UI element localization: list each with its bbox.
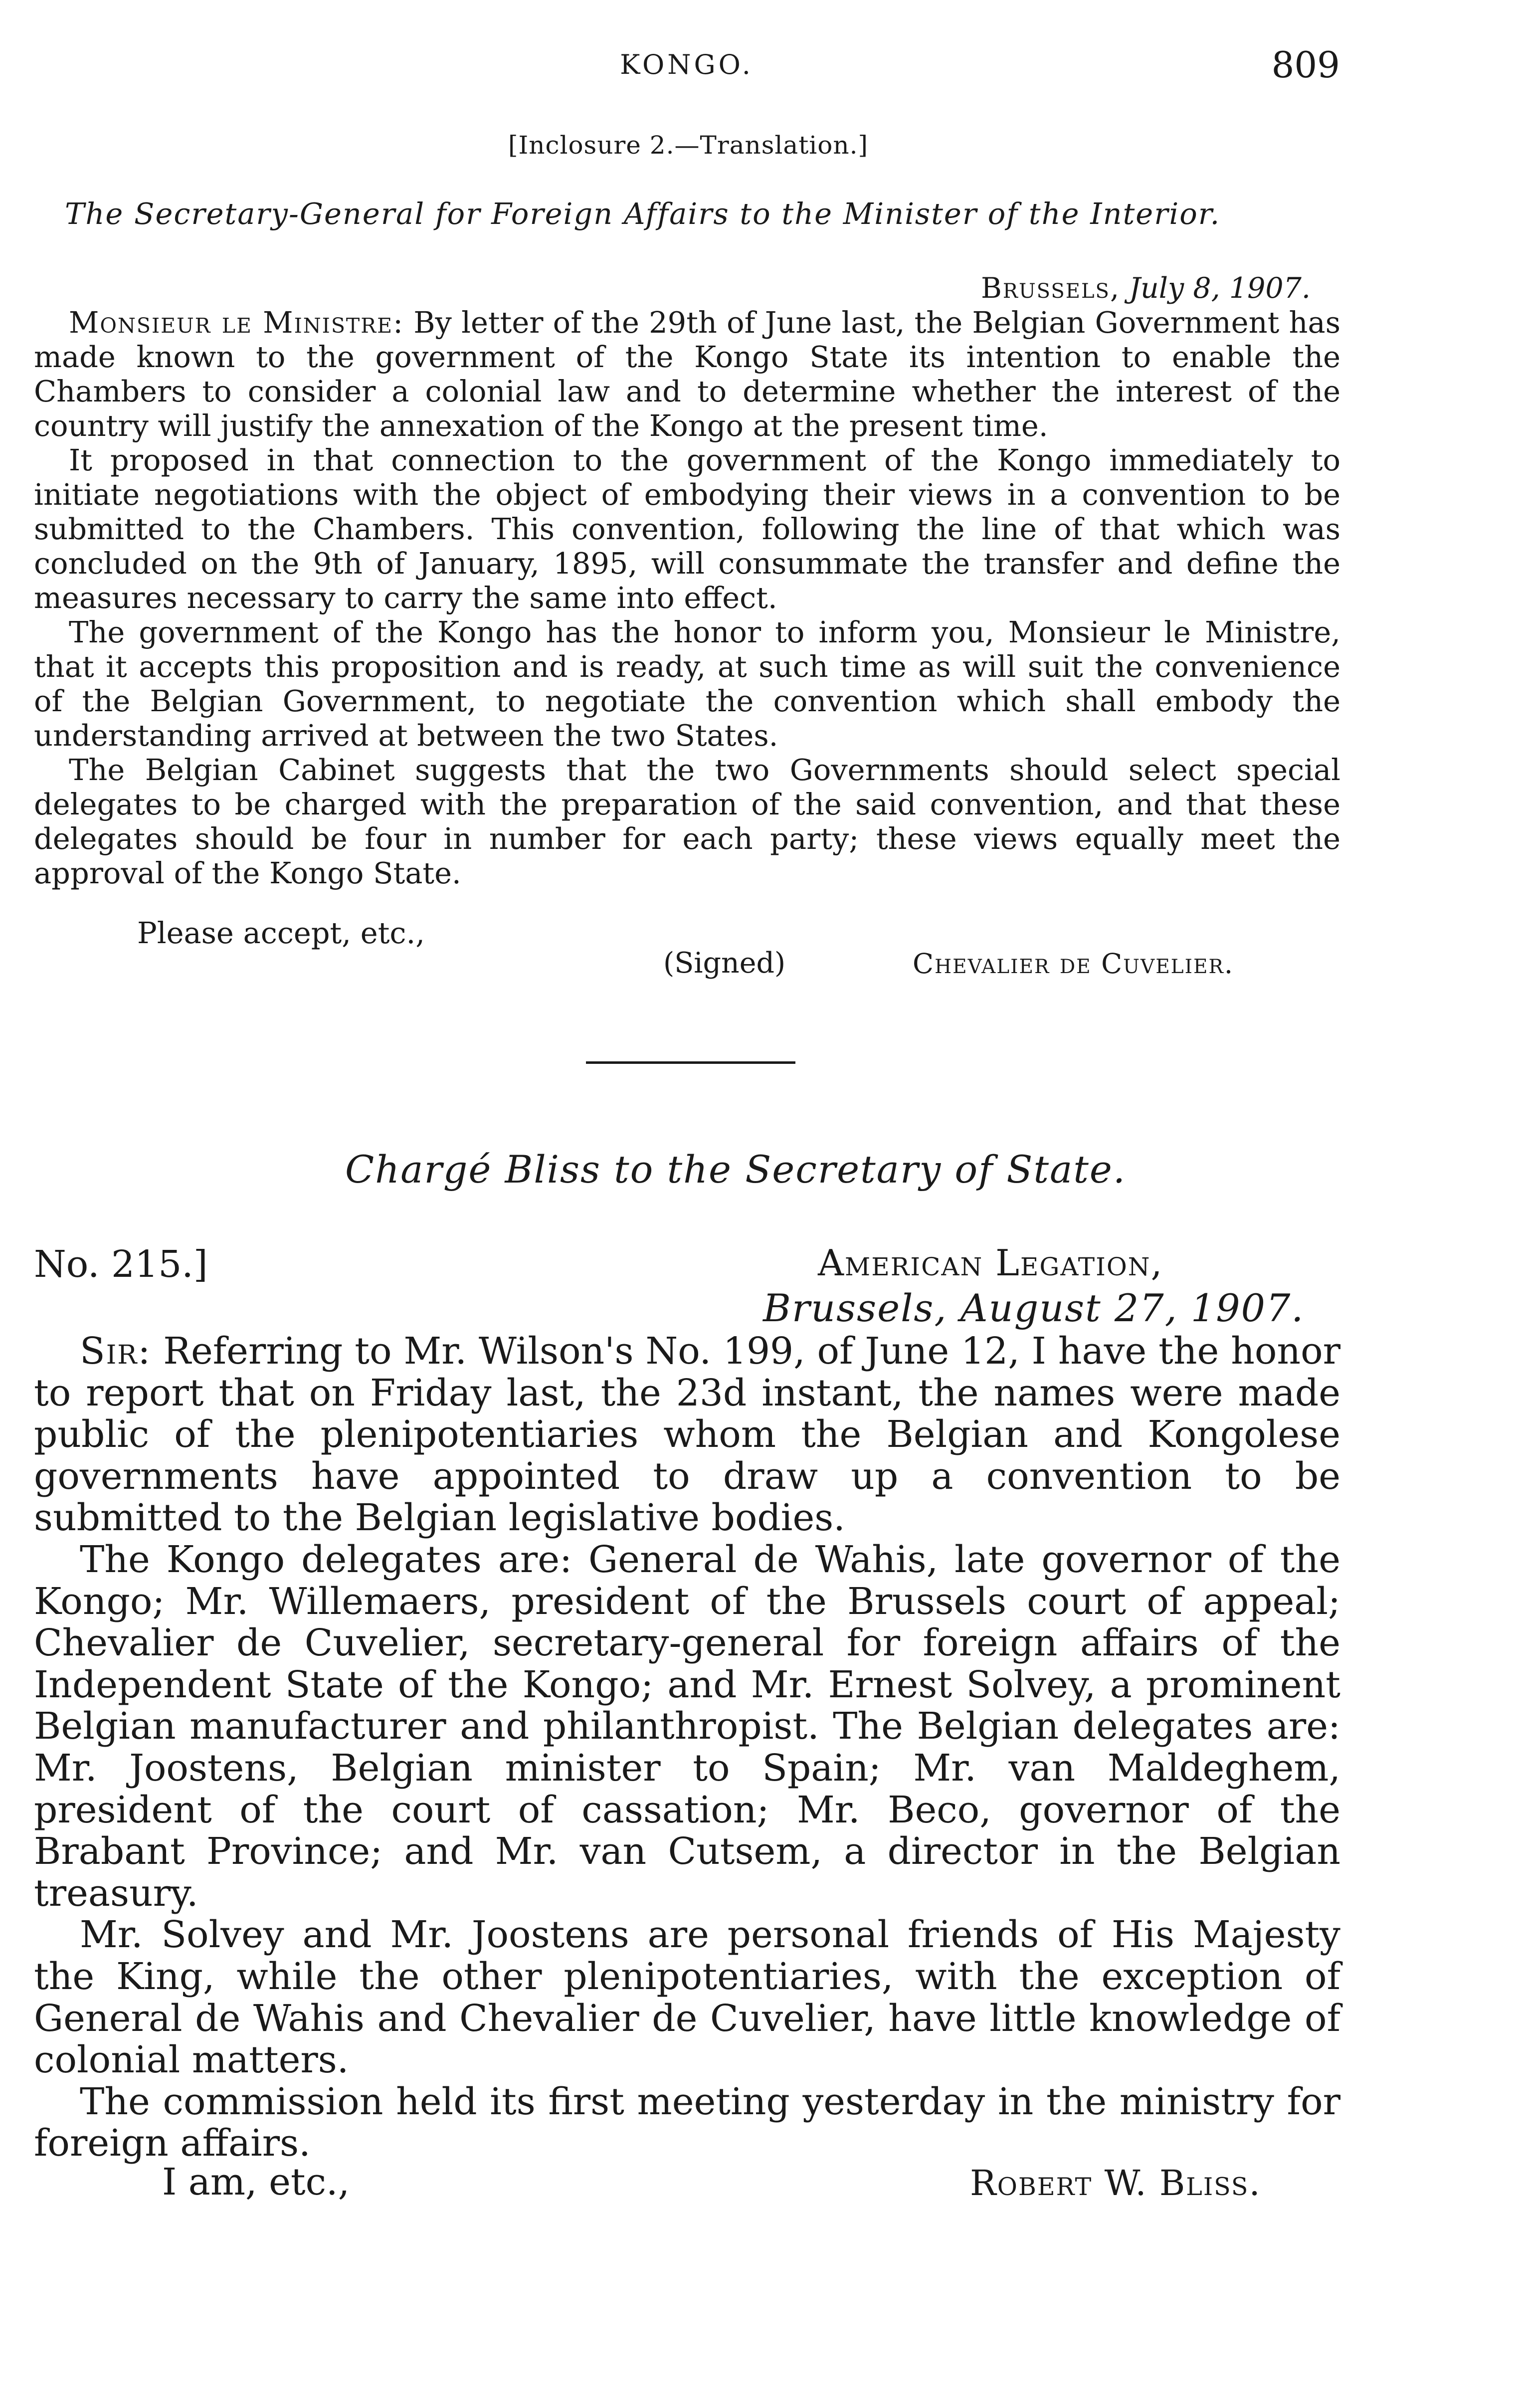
paragraph-text: By letter of the 29th of June last, the Belgian Government has made known to the government of the Kongo State its intention to enable the Chambers to consider a colonial law and to determine whether the interest of the country will justify the annexation of the Kongo at the present time. [34, 305, 1340, 443]
running-title: KONGO. [620, 49, 754, 80]
page-number: 809 [1271, 44, 1340, 86]
document-1-signature: Chevalier de Cuvelier. [913, 948, 1234, 980]
paragraph: The Kongo delegates are: General de Wahis, late governor of the Kongo; Mr. Willemaers, president of the Brussels court of appeal; Chevalier de Cuvelier, secretary-general for foreign affairs of the Independent State of the Kongo; and Mr. Ernest Solvey, a prominent Belgian manufacturer and philanthropist. The Belgian delegates are: Mr. Joostens, Belgian minister to Spain; Mr. van Maldeghem, president of the court of cassation; Mr. Beco, governor of the Brabant Province; and Mr. van Cutsem, a director in the Belgian treasury. [34, 1538, 1340, 1915]
document-2-body [34, 1331, 1340, 2165]
signed-label: (Signed) [663, 947, 786, 980]
document-1-closing: Please accept, etc., [137, 916, 425, 950]
salutation: Monsieur le Ministre: [69, 305, 404, 340]
document-1-heading: The Secretary-General for Foreign Affairs to the Minister of the Interior. [65, 197, 1221, 231]
inclosure-label: [Inclosure 2.—Translation.] [508, 131, 869, 160]
running-head [33, 44, 1340, 89]
dateline-date: July 8, 1907. [1129, 272, 1311, 305]
document-2-closing: I am, etc., [162, 2161, 350, 2204]
paragraph: The Belgian Cabinet suggests that the two Governments should select special delegates to be charged with the preparation of the said convention, and that these delegates should be four in number for each party; these views equally meet the approval of the Kongo State. [34, 753, 1340, 890]
paragraph [34, 305, 1340, 443]
paragraph: It proposed in that connection to the government of the Kongo immediately to initiate negotiations with the object of embodying their views in a convention to be submitted to the Chambers. This convention, following the line of that which was concluded on the 9th of January, 1895, will consummate the transfer and define the measures necessary to carry the same into effect. [34, 443, 1340, 615]
paragraph: The commission held its first meeting yesterday in the ministry for foreign affairs. [34, 2080, 1340, 2165]
legation-label: American Legation, [818, 1242, 1163, 1284]
document-2-signature: Robert W. Bliss. [970, 2163, 1261, 2204]
document-2-dateline: Brussels, August 27, 1907. [763, 1286, 1305, 1330]
document-1-body [34, 305, 1340, 890]
salutation: Sir: [80, 1330, 152, 1373]
paragraph [34, 1331, 1340, 1539]
document-number: No. 215.] [34, 1243, 208, 1286]
document-1-dateline [981, 272, 1311, 305]
paragraph: The government of the Kongo has the honor to inform you, Monsieur le Ministre, that it accepts this proposition and is ready, at such time as will suit the convenience of the Belgian Government, to negotiate the convention which shall embody the understanding arrived at between the two States. [34, 615, 1340, 753]
document-2-heading: Chargé Bliss to the Secretary of State. [345, 1147, 1127, 1192]
section-divider [586, 1061, 795, 1064]
paragraph-text: Referring to Mr. Wilson's No. 199, of June 12, I have the honor to report that on Friday last, the 23d instant, the names were made public of the plenipotentiaries whom the Belgian and Kongolese governments have appointed to draw up a convention to be submitted to the Belgian legislative bodies. [34, 1330, 1340, 1540]
dateline-place: Brussels, [980, 272, 1121, 305]
paragraph: Mr. Solvey and Mr. Joostens are personal friends of His Majesty the King, while the other plenipotentiaries, with the exception of General de Wahis and Chevalier de Cuvelier, have little knowledge of colonial matters. [34, 1913, 1340, 2082]
